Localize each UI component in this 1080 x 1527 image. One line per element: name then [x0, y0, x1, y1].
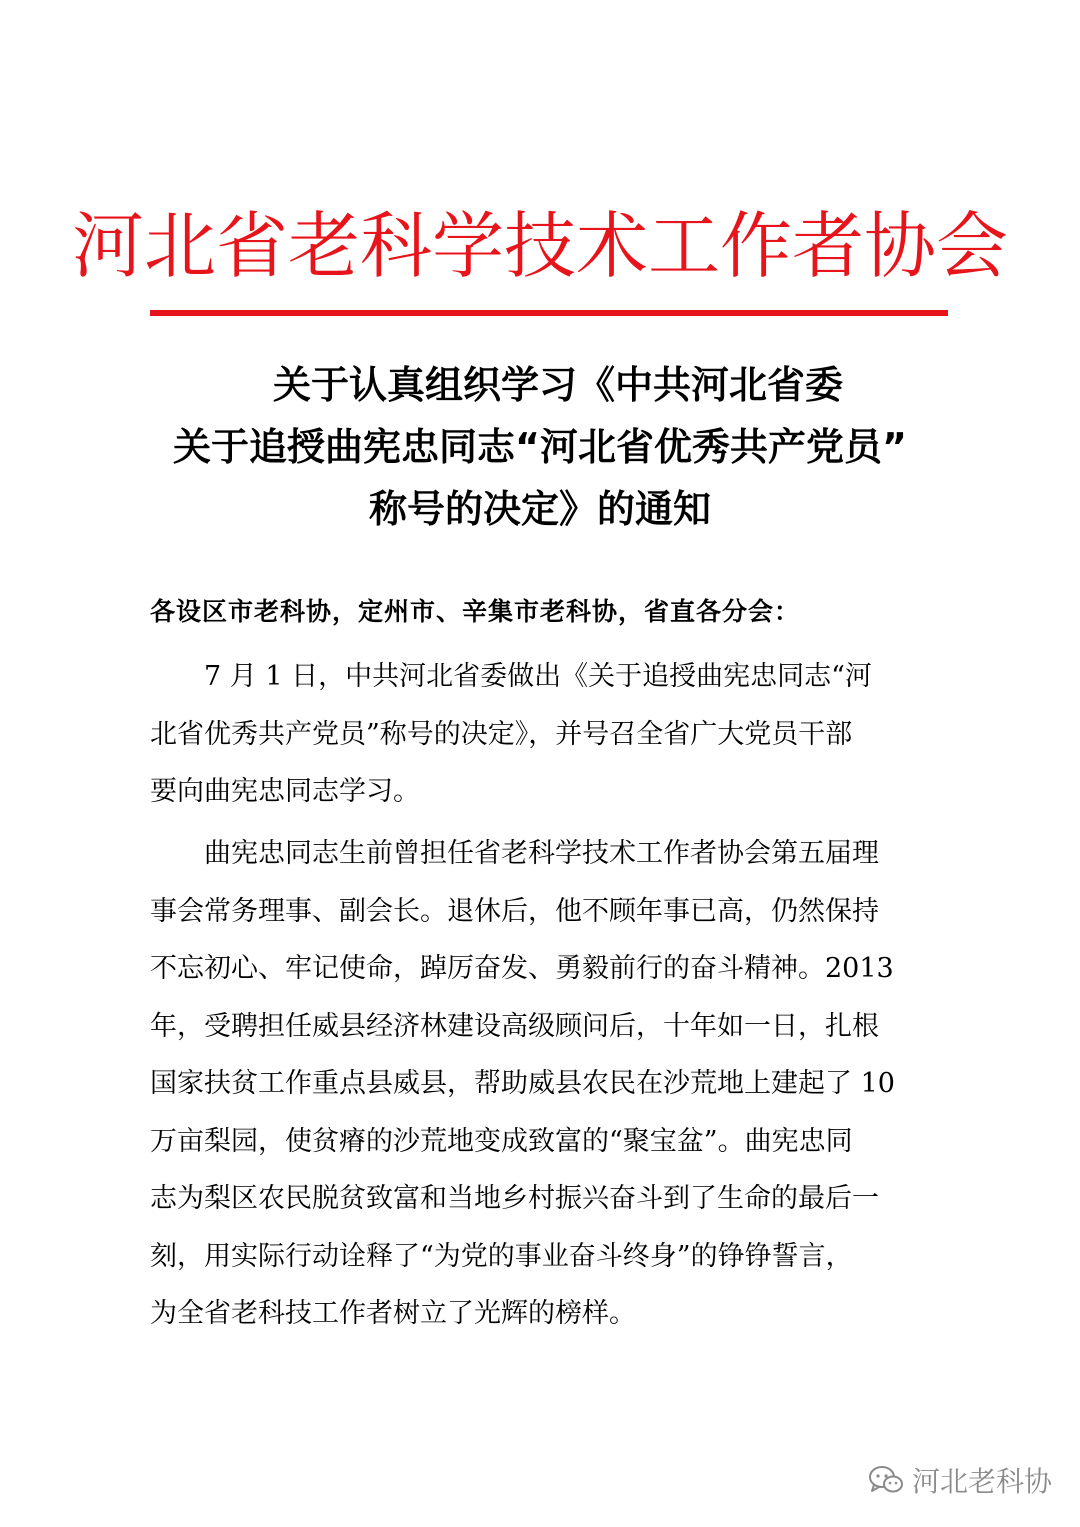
wechat-icon — [868, 1464, 904, 1496]
paragraph-line: 北省优秀共产党员”称号的决定》，并号召全省广大党员干部 — [150, 718, 853, 750]
title-line: 关于追授曲宪忠同志“河北省优秀共产党员” — [173, 425, 907, 469]
paragraph-line: 万亩梨园，使贫瘠的沙荒地变成致富的“聚宝盆”。曲宪忠同 — [150, 1125, 853, 1157]
body-paragraph — [150, 648, 940, 821]
title-line: 关于认真组织学习《中共河北省委 — [272, 363, 843, 407]
paragraph-line: 国家扶贫工作重点县威县，帮助威县农民在沙荒地上建起了 10 — [150, 1068, 895, 1099]
document-title — [120, 354, 960, 540]
paragraph-line: 年，受聘担任威县经济林建设高级顾问后，十年如一日，扎根 — [150, 1010, 879, 1042]
red-divider-line — [150, 310, 948, 316]
paragraph-line: 事会常务理事、副会长。退休后，他不顾年事已高，仍然保持 — [150, 895, 879, 927]
wechat-watermark — [868, 1460, 1052, 1500]
title-line: 称号的决定》的通知 — [368, 487, 711, 531]
paragraph-line: 刻，用实际行动诠释了“为党的事业奋斗终身”的铮铮誓言， — [150, 1240, 853, 1272]
paragraph-line: 7 月 1 日，中共河北省委做出《关于追授曲宪忠同志“河 — [150, 661, 872, 692]
org-header-title: 河北省老科学技术工作者协会 — [71, 204, 1008, 288]
paragraph-line: 曲宪忠同志生前曾担任省老科学技术工作者协会第五届理 — [150, 838, 879, 869]
watermark-text: 河北老科协 — [912, 1465, 1053, 1498]
paragraph-line: 不忘初心、牢记使命，踔厉奋发、勇毅前行的奋斗精神。2013 — [150, 953, 894, 984]
paragraph-line: 要向曲宪忠同志学习。 — [150, 776, 420, 807]
paragraph-line: 志为梨区农民脱贫致富和当地乡村振兴奋斗到了生命的最后一 — [150, 1183, 879, 1214]
salutation: 各设区市老科协，定州市、辛集市老科协，省直各分会： — [150, 597, 801, 626]
body-paragraph — [150, 825, 940, 1343]
paragraph-line: 为全省老科技工作者树立了光辉的榜样。 — [150, 1298, 636, 1329]
